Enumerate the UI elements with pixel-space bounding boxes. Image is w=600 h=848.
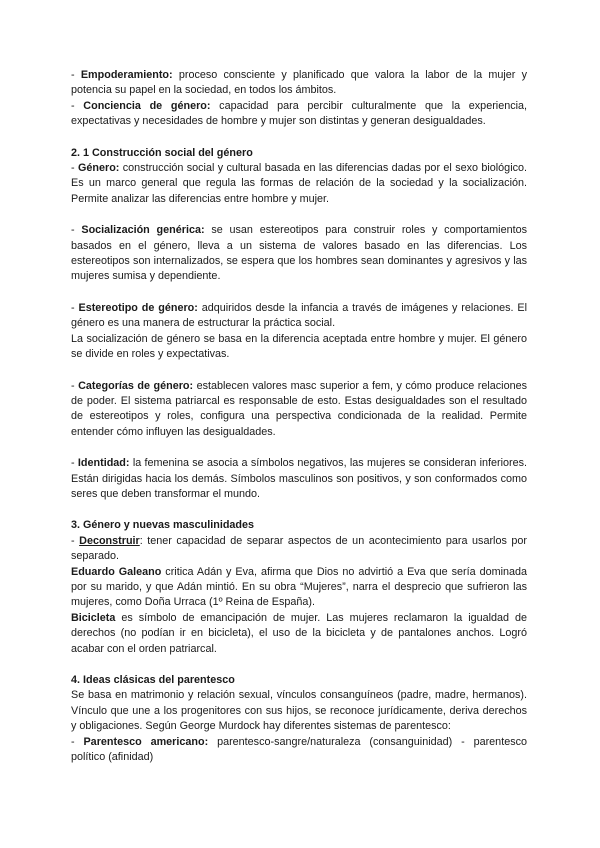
bullet-dash: - bbox=[71, 69, 81, 81]
section-heading-4: 4. Ideas clásicas del parentesco bbox=[71, 674, 235, 686]
term-categorias-genero: Categorías de género: bbox=[78, 379, 194, 392]
definition-text: : tener capacidad de separar aspectos de un acontecimiento para usarlos por separado. bbox=[71, 534, 527, 563]
bullet-dash: - bbox=[71, 99, 84, 112]
definition-deconstruir bbox=[71, 534, 527, 565]
definition-text: construcción social y cultural basada en las diferencias dadas por el sexo biológico. Es un marco general que regula las formas de relación de la sociedad y la socialización. Permite analizar las diferencias entre hombre y mujer. bbox=[71, 162, 527, 205]
definition-identidad bbox=[71, 456, 527, 502]
paragraph-text: es símbolo de emancipación de mujer. Las mujeres reclamaron la igualdad de derechos (no podían ir en bicicleta), el uso de la bicicleta y de pantalones anchos. Logró acabar con el orden patriarcal. bbox=[71, 611, 527, 655]
section-heading-2-1: 2. 1 Construcción social del género bbox=[71, 146, 253, 159]
definition-text: adquiridos desde la infancia a través de imágenes y relaciones. El género es una manera de estructurar la práctica social. bbox=[71, 301, 527, 330]
bullet-dash: - bbox=[71, 534, 80, 547]
term-socializacion-generica: Socialización genérica: bbox=[81, 224, 205, 237]
definition-genero bbox=[71, 161, 527, 207]
definition-empoderamiento bbox=[71, 68, 527, 99]
bullet-dash: - bbox=[71, 224, 82, 237]
definition-estereotipo-genero bbox=[71, 301, 527, 332]
term-identidad: Identidad: bbox=[77, 457, 130, 470]
definition-socializacion-generica bbox=[71, 223, 527, 285]
definition-text: se usan estereotipos para construir roles y comportamientos basados en el género, lleva a un sistema de valores basado en las diferencias. Los estereotipos son internalizados, se espera que los hombres sean dominantes y agresivos y las mujeres sumisa y dependiente. bbox=[71, 224, 527, 283]
definition-text: capacidad para percibir culturalmente que la experiencia, expectativas y necesidades de hombre y mujer son distintas y generan desigualdades. bbox=[71, 99, 527, 128]
term-parentesco-americano: Parentesco americano: bbox=[83, 735, 209, 748]
term-eduardo-galeano: Eduardo Galeano bbox=[71, 565, 162, 578]
term-genero: Género: bbox=[77, 162, 120, 175]
bullet-dash: - bbox=[71, 301, 79, 314]
definition-conciencia-genero bbox=[71, 99, 527, 130]
term-deconstruir: Deconstruir bbox=[79, 534, 140, 547]
definition-text: proceso consciente y planificado que valora la labor de la mujer y potencia su papel en la sociedad, en todos los ámbitos. bbox=[71, 69, 527, 97]
paragraph-text: critica Adán y Eva, afirma que Dios no advirtió a Eva que sería dominada por su marido, y que Adán mintió. En su obra “Mujeres”, narra el desprecio que sufrieron las mujeres, como Doña Urraca (1º Reina de España). bbox=[71, 565, 527, 609]
document-body bbox=[71, 68, 527, 765]
definition-text: establecen valores masc superior a fem, y cómo produce relaciones de poder. El sistema patriarcal es responsable de esto. Estas desigualdades son el resultado de estereotipos y roles, configura una perspectiva condicionada de la realidad. Permite entender cómo influyen las desigualdades. bbox=[71, 379, 527, 438]
paragraph-eduardo-galeano bbox=[71, 565, 527, 611]
definition-categorias-genero bbox=[71, 379, 527, 441]
bullet-dash: - bbox=[71, 379, 79, 392]
bullet-dash: - bbox=[71, 735, 84, 748]
definition-parentesco-americano bbox=[71, 735, 527, 766]
term-bicicleta: Bicicleta bbox=[71, 611, 116, 624]
paragraph-bicicleta bbox=[71, 611, 527, 657]
bullet-dash: - bbox=[71, 457, 78, 470]
definition-text: la femenina se asocia a símbolos negativos, las mujeres se consideran inferiores. Están dirigidas hacia los demás. Símbolos masculinos son positivos, y son conformados como seres que deben transformar el mundo. bbox=[71, 457, 527, 500]
bullet-dash: - bbox=[71, 162, 78, 175]
term-empoderamiento: Empoderamiento: bbox=[80, 69, 173, 81]
term-estereotipo-genero: Estereotipo de género: bbox=[78, 301, 198, 314]
paragraph-socializacion-genero: La socialización de género se basa en la diferencia aceptada entre hombre y mujer. El género se divide en roles y expectativas. bbox=[71, 332, 527, 361]
definition-text: parentesco-sangre/naturaleza (consanguinidad) - parentesco político (afinidad) bbox=[71, 735, 527, 764]
section-heading-3: 3. Género y nuevas masculinidades bbox=[71, 519, 255, 532]
term-conciencia-genero: Conciencia de género: bbox=[83, 99, 211, 112]
paragraph-parentesco: Se basa en matrimonio y relación sexual, vínculos consanguíneos (padre, madre, hermanos). Vínculo que une a los progenitores con sus hijos, se reconoce jurídicamente, deriva derechos y obligaciones. Según George Murdock hay diferentes sistemas de parentesco: bbox=[71, 689, 527, 733]
